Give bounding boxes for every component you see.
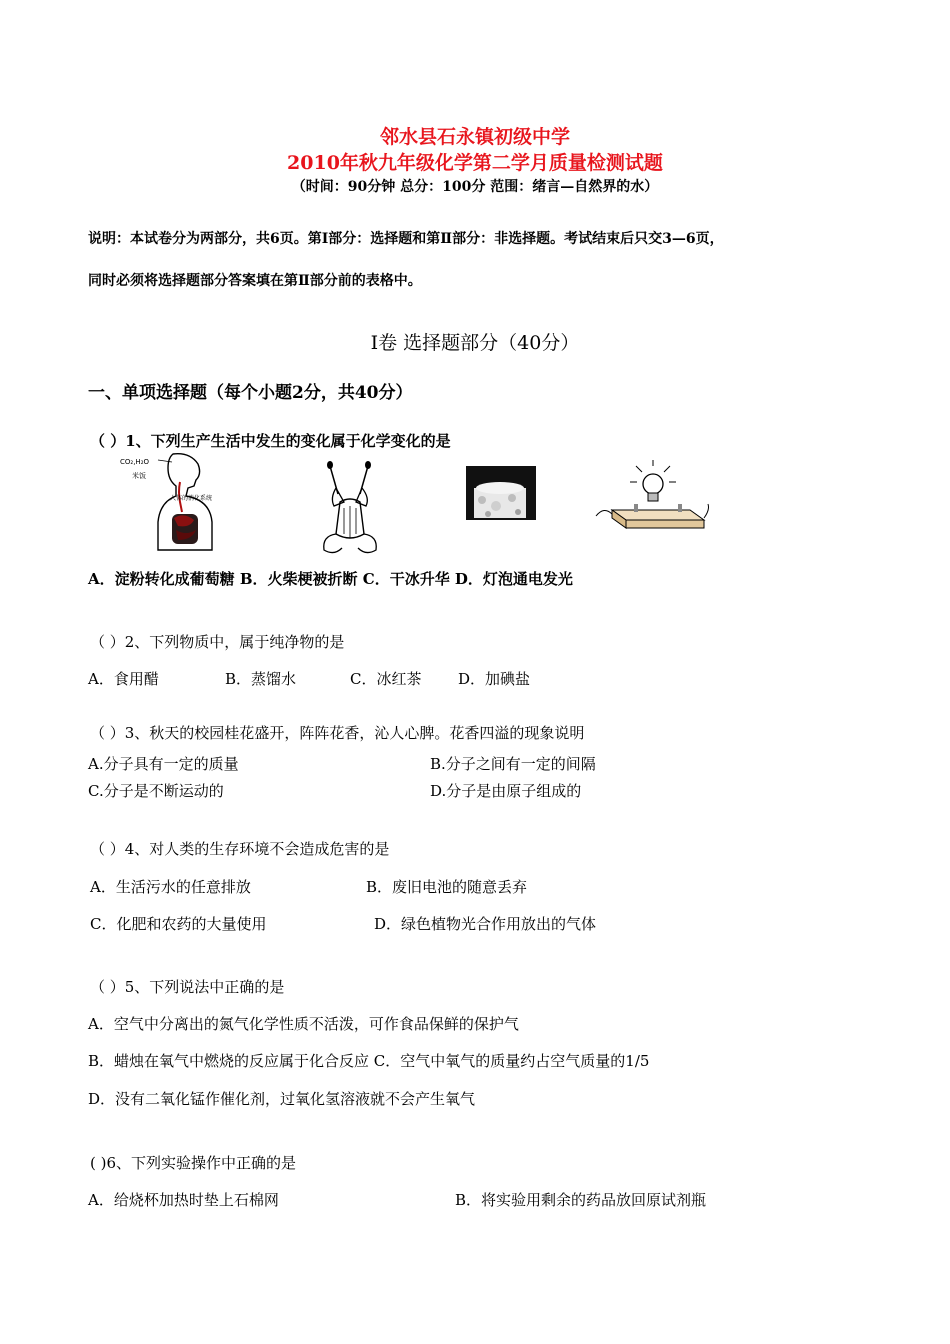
q2-option-a: A．食用醋	[88, 670, 159, 688]
q4-option-c: C．化肥和农药的大量使用	[90, 915, 267, 933]
q3-option-d: D.分子是由原子组成的	[430, 782, 582, 800]
q3-option-c: C.分子是不断运动的	[88, 782, 224, 800]
q3-option-b: B.分子之间有一定的间隔	[430, 755, 596, 773]
matchstick-breaking-image	[300, 458, 400, 558]
question-1-options: A．淀粉转化成葡萄糖 B．火柴梗被折断 C．干冰升华 D．灯泡通电发光	[88, 570, 573, 588]
q5-option-d: D．没有二氧化锰作催化剂，过氧化氢溶液就不会产生氧气	[88, 1090, 476, 1108]
q6-option-b: B．将实验用剩余的药品放回原试剂瓶	[455, 1191, 707, 1209]
dry-ice-image	[466, 466, 536, 520]
part-title: 一、单项选择题（每个小题2分，共40分）	[88, 383, 413, 403]
image-label-digestive: 人体的消化系统	[170, 495, 213, 502]
question-2-stem: （ ）2、下列物质中，属于纯净物的是	[90, 633, 345, 651]
question-6-stem: ( )6、下列实验操作中正确的是	[90, 1154, 297, 1172]
school-name: 邻水县石永镇初级中学	[379, 126, 570, 148]
q4-option-b: B．废旧电池的随意丢弃	[366, 878, 528, 896]
digestive-system-image	[118, 452, 228, 552]
light-bulb-image	[590, 458, 712, 538]
question-3-stem: （ ）3、秋天的校园桂花盛开，阵阵花香，沁人心脾。花香四溢的现象说明	[90, 724, 585, 742]
q4-option-a: A．生活污水的任意排放	[90, 878, 251, 896]
exam-meta: （时间：90分钟 总分：100分 范围：绪言—自然界的水）	[291, 179, 659, 195]
q4-option-d: D．绿色植物光合作用放出的气体	[374, 915, 597, 933]
exam-title: 2010年秋九年级化学第二学月质量检测试题	[287, 152, 663, 174]
q5-option-a: A．空气中分离出的氮气化学性质不活泼，可作食品保鲜的保护气	[88, 1015, 519, 1033]
q2-option-b: B．蒸馏水	[225, 670, 297, 688]
instructions-line-1: 说明：本试卷分为两部分，共6页。第Ⅰ部分：选择题和第Ⅱ部分：非选择题。考试结束后只交3—6页，	[88, 231, 724, 247]
question-4-stem: （ ）4、对人类的生存环境不会造成危害的是	[90, 840, 390, 858]
image-label-gases: CO₂,H₂O	[120, 458, 150, 466]
section-title: Ⅰ卷 选择题部分（40分）	[370, 332, 580, 354]
q2-option-c: C．冰红茶	[350, 670, 422, 688]
image-label-rice: 米饭	[132, 472, 146, 480]
q6-option-a: A．给烧杯加热时垫上石棉网	[88, 1191, 279, 1209]
q2-option-d: D．加碘盐	[458, 670, 531, 688]
question-5-stem: （ ）5、下列说法中正确的是	[90, 978, 285, 996]
q5-option-b-c: B．蜡烛在氧气中燃烧的反应属于化合反应 C．空气中氧气的质量约占空气质量的1/5	[88, 1052, 650, 1070]
q3-option-a: A.分子具有一定的质量	[88, 755, 239, 773]
question-1-stem: （ ）1、下列生产生活中发生的变化属于化学变化的是	[90, 432, 451, 450]
instructions-line-2: 同时必须将选择题部分答案填在第Ⅱ部分前的表格中。	[88, 273, 422, 289]
